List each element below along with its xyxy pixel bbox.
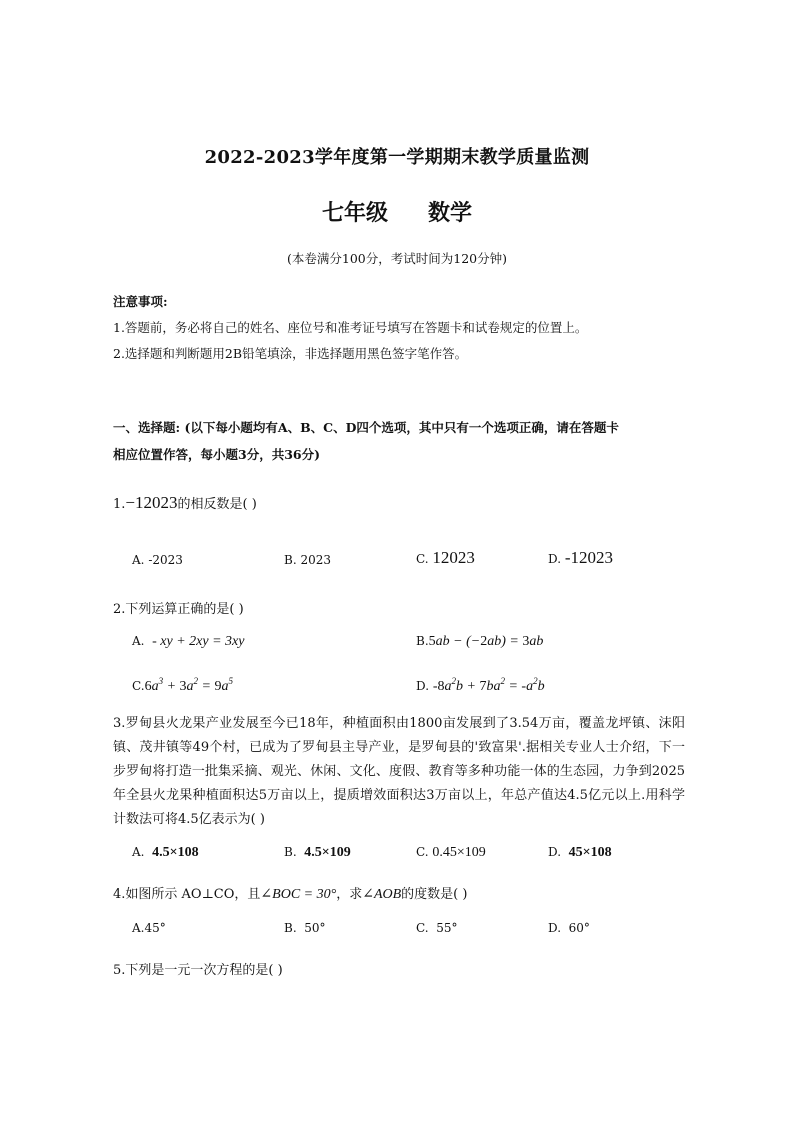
notes-heading: 注意事项: <box>113 294 168 309</box>
q1-option-a: A. -2023 <box>132 553 183 567</box>
q1-number: −12023 <box>125 493 178 512</box>
q3-option-a: A. 4.5×108 <box>132 845 199 860</box>
note-item-1: 1.答题前，务必将自己的姓名、座位号和准考证号填写在答题卡和试卷规定的位置上。 <box>113 320 588 335</box>
q4-option-b: B. 50° <box>284 921 326 935</box>
q2-option-d-formula: $-8a^2b + 7ba^2 = -a^2b$ <box>432 676 545 694</box>
q4-option-c: C. 55° <box>416 921 458 935</box>
q4-option-d: D. 60° <box>548 921 590 935</box>
q1-option-d: D. -12023 <box>548 548 614 567</box>
q2-option-c: $C.6a^3 + 3a^2 = 9a^5$ <box>132 676 233 694</box>
q1-option-b: B. 2023 <box>284 553 332 567</box>
grade-subject-heading <box>0 196 794 227</box>
question-4-stem: 4.如图所示 AO⊥CO，且∠BOC = 30°，求∠AOB的度数是( ) <box>113 887 468 902</box>
section1-heading-line1: 一、选择题: (以下每小题均有A、B、C、D四个选项，其中只有一个选项正确，请在答题卡 <box>113 420 619 435</box>
q2-option-b-formula: 5ab − (−2ab) = 3ab <box>428 634 544 649</box>
q1-prefix: 1. <box>113 497 126 512</box>
exam-title: 2022-2023学年度第一学期期末教学质量监测 <box>204 147 590 168</box>
q3-option-d: D. 45×108 <box>548 845 612 860</box>
question-5-stem: 5.下列是一元一次方程的是( ) <box>113 963 283 978</box>
q2-option-a: A. - xy + 2xy = 3xy <box>132 634 245 649</box>
question-1-stem <box>113 493 257 513</box>
q2-option-d: D. $-8a^2b + 7ba^2 = -a^2b$ <box>416 676 545 694</box>
note-item-2: 2.选择题和判断题用2B铅笔填涂，非选择题用黑色签字笔作答。 <box>113 346 468 361</box>
q3-option-b: B. 4.5×109 <box>284 845 351 860</box>
q2-option-c-formula: $6a^3 + 3a^2 = 9a^5$ <box>144 676 233 694</box>
q4-angle-boc: ∠BOC = 30° <box>260 887 337 902</box>
subject-label: 数学 <box>428 200 473 226</box>
q2-option-b: B.5ab − (−2ab) = 3ab <box>416 634 544 649</box>
question-3-text: 3.罗甸县火龙果产业发展至今已18年，种植面积由1800亩发展到了3.54万亩，覆盖龙坪镇、沫阳镇、茂井镇等49个村，已成为了罗甸县主导产业，是罗甸县的'致富果'.据相关专业人士介绍，下一步罗甸将打造一批集采摘、观光、休闲、文化、度假、教育等多种功能一体的生态园，力争到2025年全县火龙果种植面积达5万亩以上，提质增效面积达3万亩以上，年总产值达4.5亿元以上.用科学计数法可将4.5亿表示为( ) <box>113 716 685 827</box>
q1-suffix: 的相反数是( ) <box>177 497 257 512</box>
q4-angle-aob: ∠AOB <box>362 887 402 902</box>
section1-heading-line2: 相应位置作答，每小题3分，共36分) <box>113 447 321 462</box>
q3-option-c: C. 0.45×109 <box>416 845 486 860</box>
grade-label: 七年级 <box>321 200 388 226</box>
q2-option-a-formula: - xy + 2xy = 3xy <box>152 634 245 649</box>
q4-option-a: A.45° <box>132 921 166 935</box>
q1-option-c: C. 12023 <box>416 548 475 567</box>
question-2-stem: 2.下列运算正确的是( ) <box>113 602 244 617</box>
exam-subtitle: (本卷满分100分，考试时间为120分钟) <box>287 251 507 266</box>
